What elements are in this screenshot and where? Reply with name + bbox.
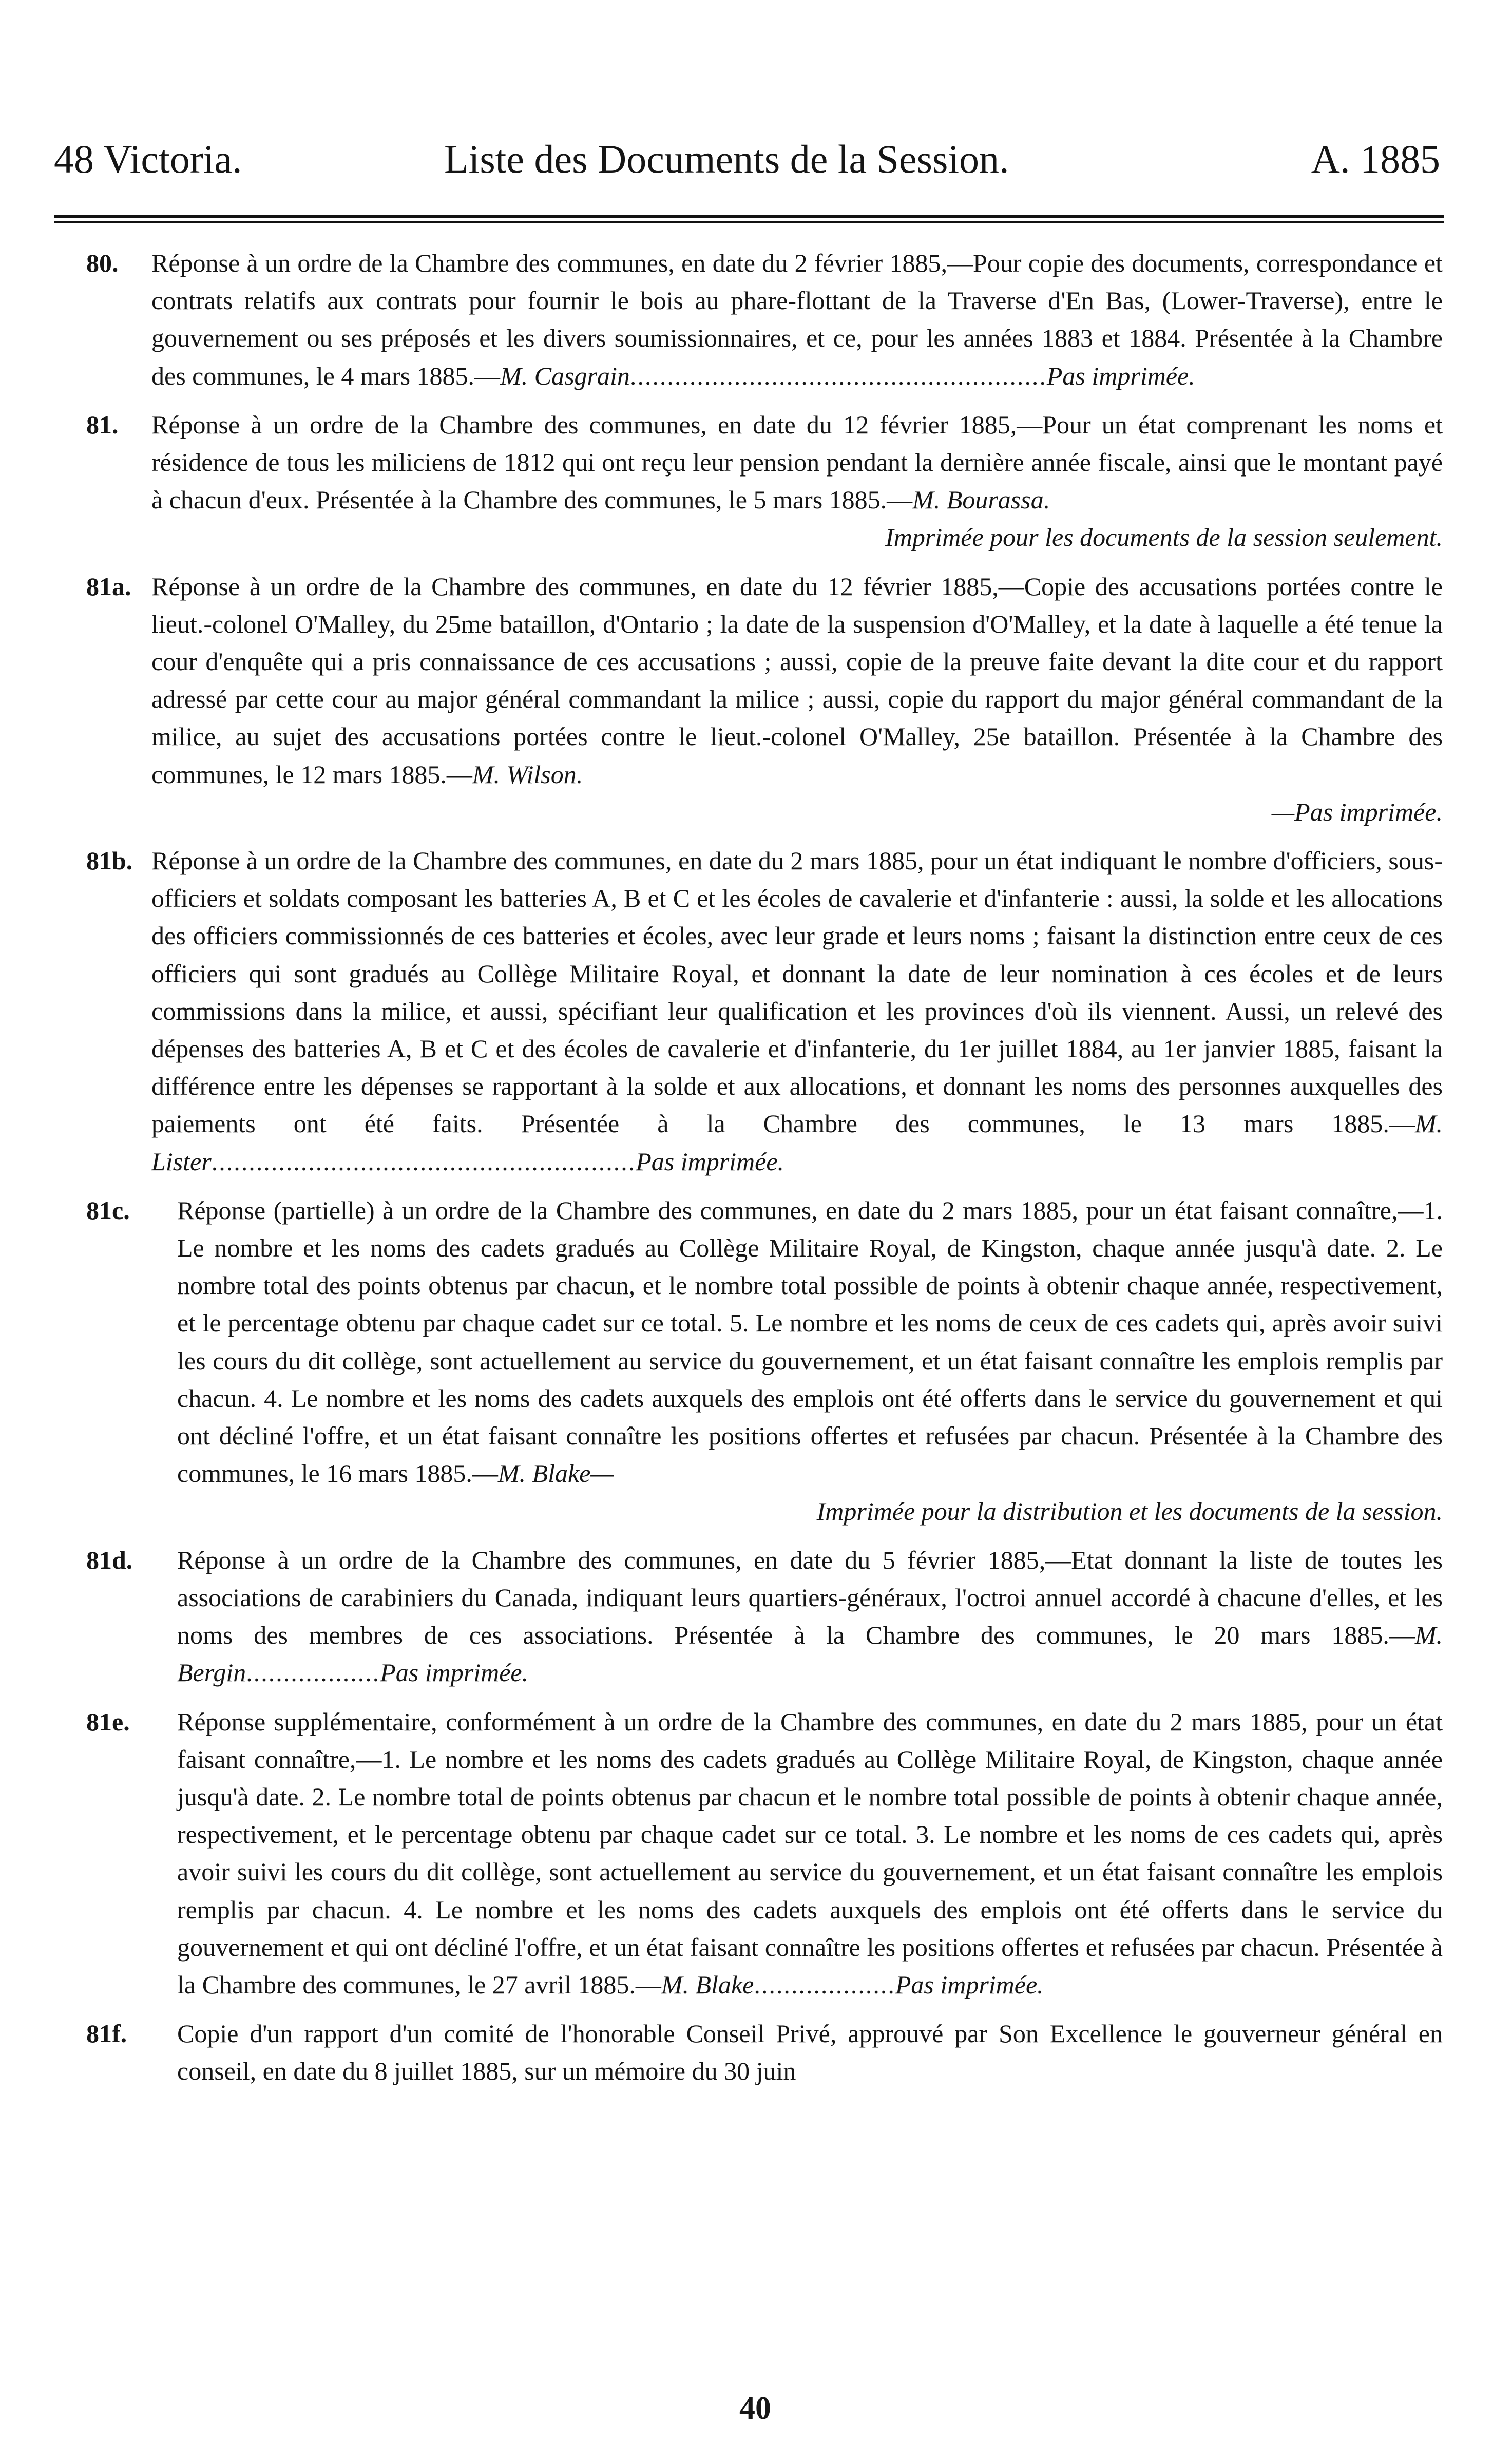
entry-81c [51,1192,1443,1530]
entry-number: 81e. [86,1707,130,1736]
entry-number: 81f. [86,2019,127,2048]
entry-81b [51,842,1443,1181]
entry-81f [51,2015,1443,2090]
entry-text: Réponse (partielle) à un ordre de la Chambre des communes, en date du 2 mars 1885, pour un état faisant connaître,—1. Le nombre et les noms des cadets gradués au Collège Militaire Royal, de Kingston, chaque année jusqu'à date. 2. Le nombre total des points obtenus par chacun, et le nombre total possible de points à obtenir chaque année, respectivement, et le percentage obtenu par chaque cadet sur ce total. 5. Le nombre et les noms de ceux de ces cadets qui, après avoir suivi les cours du dit collège, sont actuellement au service du gouvernement, et un état faisant connaître les emplois remplis par chacun. 4. Le nombre et les noms des cadets auxquels des emplois ont été offerts dans le service du gouvernement et qui ont décliné l'offre, et un état faisant connaître les positions offertes et refusées par chacun. Présentée à la Chambre des communes, le 16 mars 1885.— [177,1195,1443,1488]
entry-author: M. Wilson. [472,759,583,789]
entry-text: Réponse à un ordre de la Chambre des communes, en date du 5 février 1885,—Etat donnant la liste de toutes les associations de carabiniers du Canada, indiquant leurs quartiers-généraux, l'octroi annuel accordé à chacune d'elles, et les noms des membres de ces associations. Présentée à la Chambre des communes, le 20 mars 1885.— [177,1545,1443,1650]
entry-text: Réponse supplémentaire, conformément à un ordre de la Chambre des communes, en date du 2 mars 1885, pour un état faisant connaître,—1. Le nombre et les noms des cadets gradués au Collège Militaire Royal, de Kingston, chaque année jusqu'à date. 2. Le nombre total de points obtenus par chacun et le nombre total possible de points à obtenir chaque année, respectivement, et le percentage obtenu par chaque cadet sur ce total. 3. Le nombre et les noms de ces cadets qui, après avoir suivi les cours du dit collège, sont actuellement au service du gouvernement, et un état faisant connaître les emplois remplis par chacun. 4. Le nombre et les noms des cadets auxquels des emplois ont été offerts dans le service du gouvernement et qui ont décliné l'offre, et un état faisant connaître les positions offertes et refusées par chacun. Présentée à la Chambre des communes, le 27 avril 1885.— [177,1707,1443,1999]
entry-number: 81b. [86,846,133,876]
entry-status: Pas imprimée. [636,1147,784,1176]
entry-81e [51,1703,1443,2004]
entry-81d [51,1541,1443,1692]
entry-status: Pas imprimée. [1046,361,1195,390]
entry-number: 81d. [86,1545,133,1574]
entry-author: M. Lister [151,1109,1443,1176]
entry-author: M. Bergin [177,1621,1443,1687]
running-header [54,131,1440,187]
entry-status: —Pas imprimée. [1271,797,1443,826]
entry-author: M. Casgrain [500,361,630,390]
entry-leader-dots: ........................................................ [629,361,1047,390]
entry-author: M. Blake [661,1970,754,1999]
entry-number: 81. [86,410,119,439]
entry-80 [51,244,1443,395]
entry-status: Pas imprimée. [380,1658,529,1687]
entry-number: 81a. [86,572,131,601]
header-session-year: A. 1885 [1311,137,1440,181]
entry-leader-dots: ......................................................... [211,1147,636,1176]
page-number: 40 [739,2391,771,2426]
document-entries-list [51,244,1443,2102]
entry-text: Réponse à un ordre de la Chambre des communes, en date du 2 février 1885,—Pour copie des documents, correspondance et contrats relatifs aux contrats pour fournir le bois au phare-flottant de la Traverse d'En Bas, (Lower-Traverse), entre le gouvernement ou ses préposés et les divers soumissionnaires, et ce, pour les années 1883 et 1884. Présentée à la Chambre des communes, le 4 mars 1885.— [151,249,1443,390]
entry-81 [51,406,1443,557]
entry-text: Réponse à un ordre de la Chambre des communes, en date du 2 mars 1885, pour un état indiquant le nombre d'officiers, sous-officiers et soldats composant les batteries A, B et C et les écoles de cavalerie et d'infanterie : aussi, la solde et les allocations des officiers commissionnés de ces batteries et écoles, avec leur grade et leurs noms ; faisant la distinction entre ceux de ces officiers qui sont gradués au Collège Militaire Royal, et donnant la date de leur nomination à ces écoles et de leurs commissions dans la milice, et aussi, spécifiant leur qualification et les provinces d'où ils viennent. Aussi, un relevé des dépenses des batteries A, B et C et des écoles de cavalerie et d'infanterie, du 1er juillet 1884, au 1er janvier 1885, faisant la différence entre les dépenses se rapportant à la solde et aux allocations, et donnant les noms des personnes auxquelles des paiements ont été faits. Présentée à la Chambre des communes, le 13 mars 1885.— [151,846,1443,1138]
entry-text: Réponse à un ordre de la Chambre des communes, en date du 12 février 1885,—Copie des accusations portées contre le lieut.-colonel O'Malley, du 25me bataillon, d'Ontario ; la date de la suspension d'O'Malley, et la date à laquelle a été tenue la cour d'enquête qui a pris connaissance de ces accusations ; aussi, copie de la preuve faite devant la dite cour et du rapport adressé par cette cour au major général commandant la milice ; aussi, copie du rapport du major général commandant de la milice, au sujet des accusations portées contre le lieut.-colonel O'Malley, 25e bataillon. Présentée à la Chambre des communes, le 12 mars 1885.— [151,572,1443,789]
header-regnal-year: 48 Victoria. [54,137,242,181]
entry-81a [51,568,1443,831]
entry-status: Imprimée pour les documents de la session seulement. [885,523,1443,552]
entry-leader-dots: .................. [246,1658,380,1687]
header-title: Liste des Documents de la Session. [444,137,1009,181]
entry-text: Copie d'un rapport d'un comité de l'honorable Conseil Privé, approuvé par Son Excellence le gouverneur général en conseil, en date du 8 juillet 1885, sur un mémoire du 30 juin [177,2019,1443,2086]
entry-status: Imprimée pour la distribution et les documents de la session. [816,1496,1443,1526]
header-double-rule [54,215,1444,223]
entry-author: M. Blake— [497,1459,614,1488]
entry-number: 80. [86,249,119,277]
entry-leader-dots: ................... [754,1970,895,1999]
entry-text: Réponse à un ordre de la Chambre des communes, en date du 12 février 1885,—Pour un état comprenant les noms et résidence de tous les miliciens de 1812 qui ont reçu leur pension pendant la dernière année fiscale, ainsi que le montant payé à chacun d'eux. Présentée à la Chambre des communes, le 5 mars 1885.— [151,410,1443,515]
entry-status: Pas imprimée. [895,1970,1044,1999]
entry-number: 81c. [86,1195,130,1225]
entry-author: M. Bourassa. [912,485,1050,515]
